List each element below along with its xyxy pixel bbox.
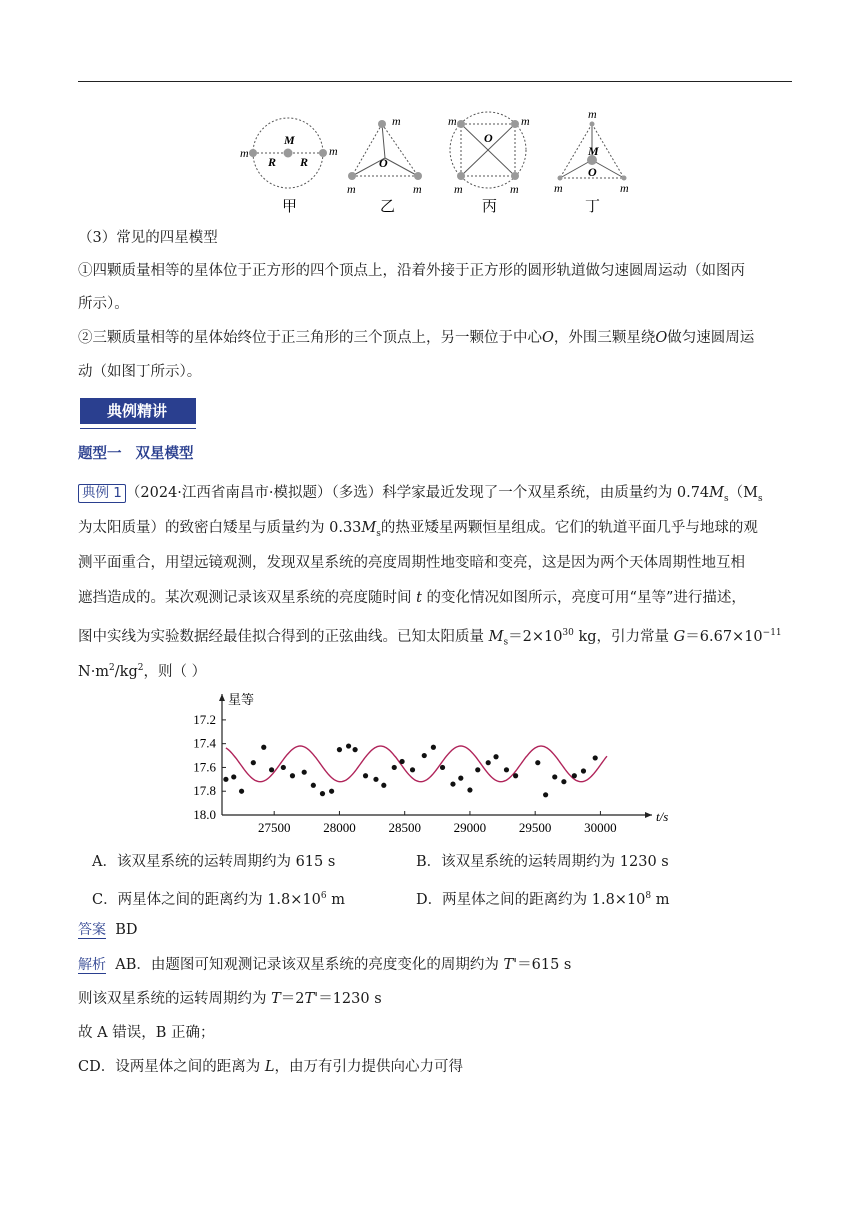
item-3-heading: （3）常见的四星模型 [78, 230, 218, 246]
label-O: O [484, 131, 493, 145]
option-d: D．两星体之间的距离约为 $1.8\times 10^8$ m [416, 891, 670, 908]
label-m: m [521, 114, 530, 128]
paragraph-1-line-2: 所示）。 [78, 296, 129, 312]
data-point [422, 753, 427, 758]
data-point [561, 779, 566, 784]
x-tick-label: 29000 [453, 820, 487, 835]
caption-jia: 甲 [282, 199, 298, 215]
label-m: m [620, 181, 629, 195]
data-point [381, 783, 386, 788]
data-point [329, 789, 334, 794]
data-point [458, 776, 463, 781]
label-M: M [284, 133, 295, 147]
data-point [346, 743, 351, 748]
data-point [337, 747, 342, 752]
label-m: m [454, 182, 463, 196]
label-m: m [392, 114, 401, 128]
label-m: m [329, 144, 338, 158]
answer-value: BD [115, 922, 138, 938]
y-tick-label: 17.8 [193, 783, 216, 799]
option-c: C．两星体之间的距离约为 $1.8\times 10^6$ m [92, 891, 345, 908]
question-line-3: 测平面重合，用望远镜观测，发现双星系统的亮度周期性地变暗和变亮，这是因为两个天体周期性地互相 [78, 555, 745, 571]
data-point [431, 745, 436, 750]
star-model-figures [230, 98, 650, 218]
label-m: m [347, 182, 356, 196]
data-point [231, 774, 236, 779]
data-point [450, 781, 455, 786]
caption-yi: 乙 [380, 199, 396, 215]
paragraph-2-line-2: 动（如图丁所示）。 [78, 364, 202, 380]
x-tick-label: 29500 [518, 820, 552, 835]
brightness-chart [180, 690, 700, 840]
fit-curve [226, 746, 607, 782]
y-axis-label: 星等 [228, 693, 255, 708]
data-point [261, 745, 266, 750]
figure-bing [448, 112, 530, 215]
data-point [410, 767, 415, 772]
label-m: m [510, 182, 519, 196]
y-tick-label: 18.0 [193, 807, 216, 822]
example-tag: 典例 1 [78, 484, 126, 503]
data-point [392, 765, 397, 770]
banner-underline [80, 428, 196, 429]
banner-edge [194, 398, 196, 424]
label-O: O [379, 156, 388, 170]
question-line-5: 图中实线为实验数据经最佳拟合得到的正弦曲线。已知太阳质量 $M_s=2\times 10^{30}$ kg，引力常量 $G=6.67\times 10^{-11}$ [78, 628, 782, 648]
label-R: R [268, 155, 277, 169]
data-point [535, 760, 540, 765]
data-point [290, 773, 295, 778]
data-point [504, 767, 509, 772]
y-axis-arrow [219, 694, 225, 701]
answer-label: 答案 [78, 922, 106, 938]
data-point [543, 792, 548, 797]
label-R: R [300, 155, 309, 169]
label-m: m [413, 182, 422, 196]
data-point [363, 773, 368, 778]
data-point [467, 787, 472, 792]
data-point [311, 783, 316, 788]
y-tick-label: 17.4 [193, 735, 216, 751]
explanation-label: 解析 [78, 957, 106, 973]
data-point [581, 768, 586, 773]
section-title: 题型一 双星模型 [78, 446, 194, 462]
data-point [440, 765, 445, 770]
data-point [281, 765, 286, 770]
explanation-line-3: 故 A 错误，B 正确； [78, 1025, 215, 1041]
question-line-1: 典例 1 （2024·江西省南昌市·模拟题）（多选）科学家最近发现了一个双星系统，由质量约为 $0.74M_s(M_s$ [78, 483, 763, 509]
figure-jia [240, 118, 338, 215]
data-point [475, 767, 480, 772]
chart-svg [180, 690, 700, 840]
data-point [373, 777, 378, 782]
label-m: m [588, 107, 597, 121]
data-point [513, 773, 518, 778]
caption-bing: 丙 [482, 199, 498, 215]
figure-ding [554, 107, 629, 215]
explanation-line-4: CD．设两星体之间的距离为 L，由万有引力提供向心力可得 [78, 1059, 463, 1075]
y-tick-label: 17.6 [193, 759, 216, 775]
data-point [302, 770, 307, 775]
star-model-diagrams [230, 98, 650, 218]
x-tick-label: 28500 [388, 820, 421, 835]
data-point [493, 754, 498, 759]
x-axis-arrow [645, 812, 652, 818]
label-M: M [588, 144, 599, 158]
paragraph-1-line-1: ①四颗质量相等的星体位于正方形的四个顶点上，沿着外接于正方形的圆形轨道做匀速圆周运动（如图丙 [78, 263, 745, 279]
label-O: O [588, 165, 597, 179]
label-m: m [554, 181, 563, 195]
figure-yi [347, 114, 422, 215]
question-line-2: 为太阳质量）的致密白矮星与质量约为 $0.33M_s$的热亚矮星两颗恒星组成。它们的轨道平面几乎与地球的观 [78, 520, 758, 539]
data-point [399, 759, 404, 764]
data-point [239, 789, 244, 794]
y-tick-label: 17.2 [193, 711, 216, 727]
data-point [269, 767, 274, 772]
option-a: A．该双星系统的运转周期约为 615 s [92, 854, 336, 870]
x-tick-label: 27500 [257, 820, 291, 835]
data-point [320, 791, 325, 796]
question-line-4: 遮挡造成的。某次观测记录该双星系统的亮度随时间 t 的变化情况如图所示，亮度可用“星等”进行描述， [78, 590, 746, 606]
answer-line [78, 920, 138, 940]
question-line-6: $N\cdot m^2/kg^2$，则（ ） [78, 663, 207, 680]
data-point [223, 777, 228, 782]
data-point [251, 760, 256, 765]
caption-ding: 丁 [585, 199, 601, 215]
data-point [486, 760, 491, 765]
label-m: m [448, 114, 457, 128]
x-axis-label: t/s [656, 809, 669, 824]
paragraph-2-line-1: ②三颗质量相等的星体始终位于正三角形的三个顶点上，另一颗位于中心O，外围三颗星绕O做匀速圆周运 [78, 330, 755, 346]
x-tick-label: 28000 [323, 820, 356, 835]
data-point [353, 747, 358, 752]
section-banner: 典例精讲 [80, 398, 194, 424]
data-point [572, 773, 577, 778]
explanation-line-1: 解析 AB．由题图可知观测记录该双星系统的亮度变化的周期约为 T'＝615 s [78, 957, 572, 973]
data-point [593, 755, 598, 760]
option-b: B．该双星系统的运转周期约为 1230 s [416, 854, 669, 870]
data-point [552, 774, 557, 779]
explanation-line-2: 则该双星系统的运转周期约为 T＝2T'＝1230 s [78, 991, 382, 1007]
x-tick-label: 30000 [584, 820, 617, 835]
label-m: m [240, 146, 249, 160]
header-rule [78, 81, 792, 82]
